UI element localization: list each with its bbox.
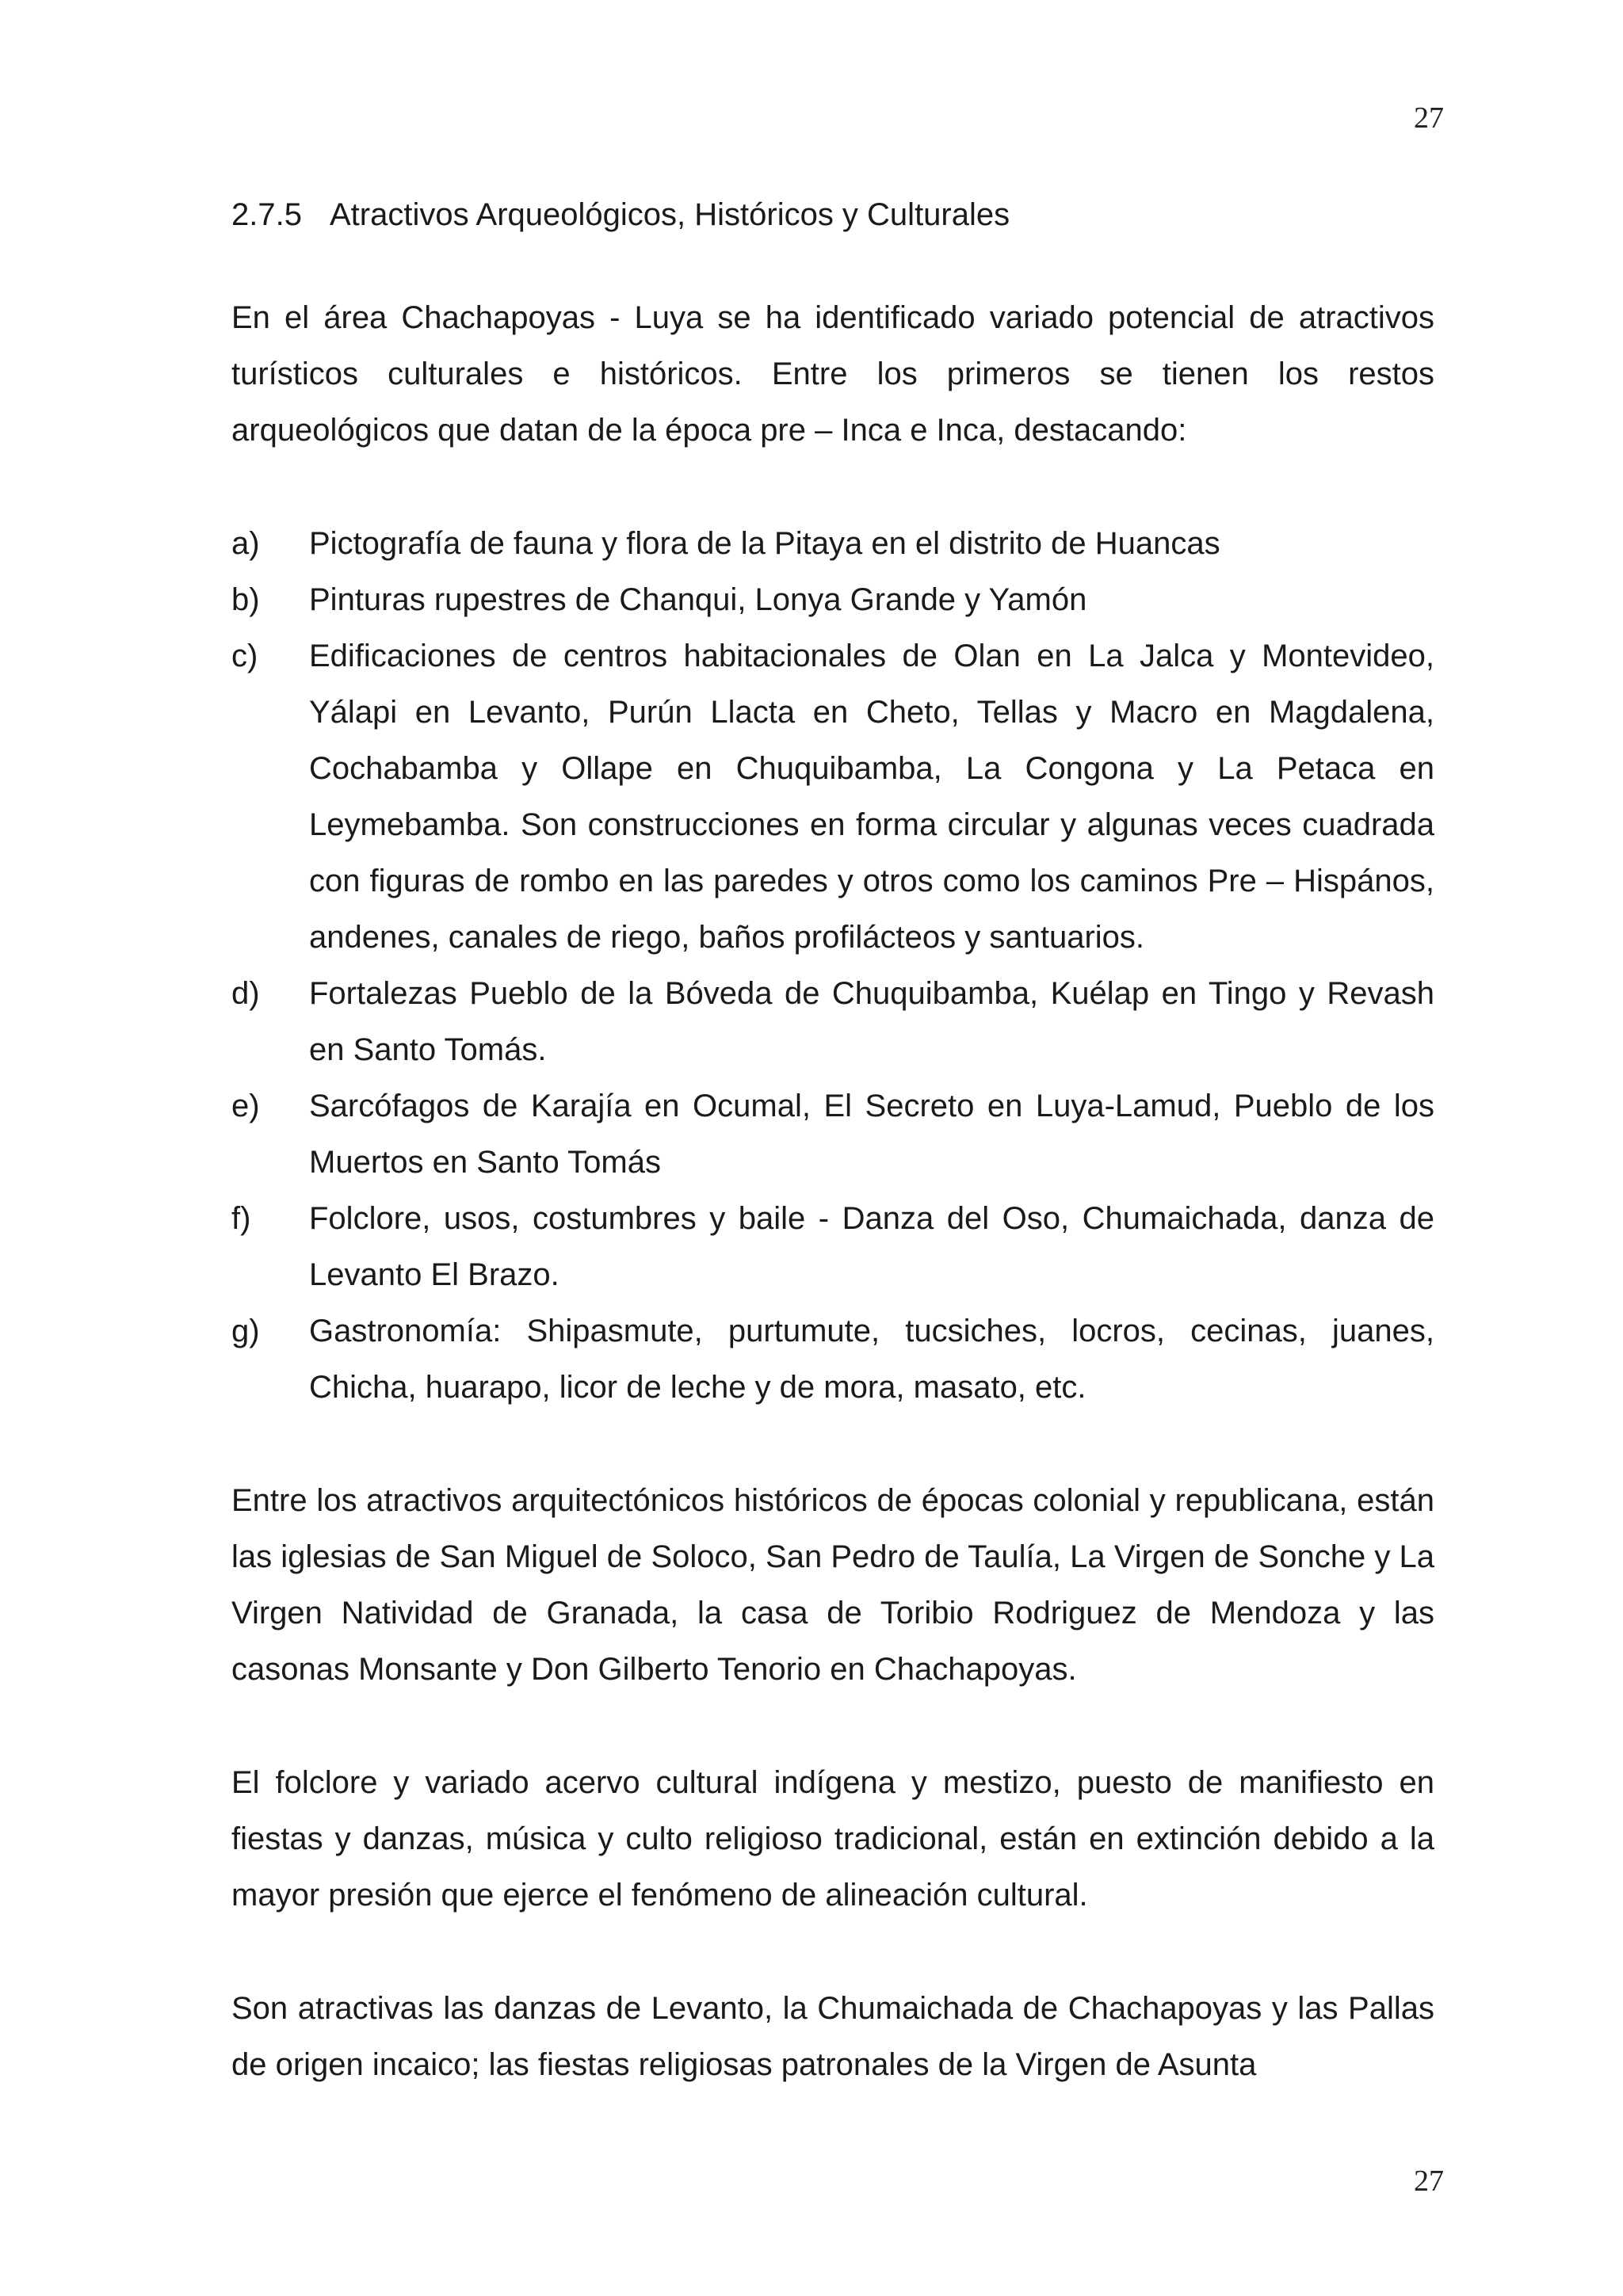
list-item — [231, 572, 1434, 628]
list-item — [231, 628, 1434, 966]
list-marker: g) — [231, 1314, 260, 1348]
list-item — [231, 1191, 1434, 1303]
page-number-top: 27 — [1414, 101, 1444, 135]
section-heading — [231, 187, 1434, 243]
list-item-text: Edificaciones de centros habitacionales de Olan en La Jalca y Montevideo, Yálapi en Levanto, Purún Llacta en Cheto, Tellas y Macro en Magdalena, Cochabamba y Ollape en Chuquibamba, La Congona y La Petaca en Leymebamba. Son construcciones en forma circular y algunas veces cuadrada con figuras de rombo en las paredes y otros como los caminos Pre – Hispános, andenes, canales de riego, baños profilácteos y santuarios. — [309, 639, 1434, 955]
list-marker: f) — [231, 1201, 251, 1236]
page-content — [231, 187, 1434, 2093]
list-marker: c) — [231, 639, 258, 673]
section-number: 2.7.5 — [231, 197, 302, 232]
list-item — [231, 516, 1434, 572]
list-item — [231, 966, 1434, 1078]
list-item — [231, 1078, 1434, 1191]
list-item — [231, 1303, 1434, 1416]
list-marker: b) — [231, 582, 260, 617]
body-paragraph: Entre los atractivos arquitectónicos históricos de épocas colonial y republicana, están las iglesias de San Miguel de Soloco, San Pedro de Taulía, La Virgen de Sonche y La Virgen Natividad de Granada, la casa de Toribio Rodriguez de Mendoza y las casonas Monsante y Don Gilberto Tenorio en Chachapoyas. — [231, 1483, 1434, 1687]
section-title: Atractivos Arqueológicos, Históricos y Culturales — [330, 197, 1010, 232]
attractions-list — [231, 516, 1434, 1416]
list-item-text: Pinturas rupestres de Chanqui, Lonya Grande y Yamón — [309, 582, 1087, 617]
list-marker: e) — [231, 1089, 260, 1123]
list-item-text: Sarcófagos de Karajía en Ocumal, El Secreto en Luya-Lamud, Pueblo de los Muertos en Santo Tomás — [309, 1089, 1434, 1180]
list-item-text: Gastronomía: Shipasmute, purtumute, tucsiches, locros, cecinas, juanes, Chicha, huarapo, licor de leche y de mora, masato, etc. — [309, 1314, 1434, 1405]
page-number-bottom: 27 — [1414, 2164, 1444, 2198]
body-paragraph: El folclore y variado acervo cultural indígena y mestizo, puesto de manifiesto en fiestas y danzas, música y culto religioso tradicional, están en extinción debido a la mayor presión que ejerce el fenómeno de alineación cultural. — [231, 1765, 1434, 1913]
body-paragraph: Son atractivas las danzas de Levanto, la Chumaichada de Chachapoyas y las Pallas de origen incaico; las fiestas religiosas patronales de la Virgen de Asunta — [231, 1991, 1434, 2082]
list-item-text: Folclore, usos, costumbres y baile - Danza del Oso, Chumaichada, danza de Levanto El Brazo. — [309, 1201, 1434, 1292]
intro-paragraph: En el área Chachapoyas - Luya se ha identificado variado potencial de atractivos turísticos culturales e históricos. Entre los primeros se tienen los restos arqueológicos que datan de la época pre – Inca e Inca, destacando: — [231, 300, 1434, 448]
list-marker: d) — [231, 976, 260, 1011]
list-marker: a) — [231, 526, 260, 561]
list-item-text: Fortalezas Pueblo de la Bóveda de Chuquibamba, Kuélap en Tingo y Revash en Santo Tomás. — [309, 976, 1434, 1067]
list-item-text: Pictografía de fauna y flora de la Pitaya en el distrito de Huancas — [309, 526, 1220, 561]
